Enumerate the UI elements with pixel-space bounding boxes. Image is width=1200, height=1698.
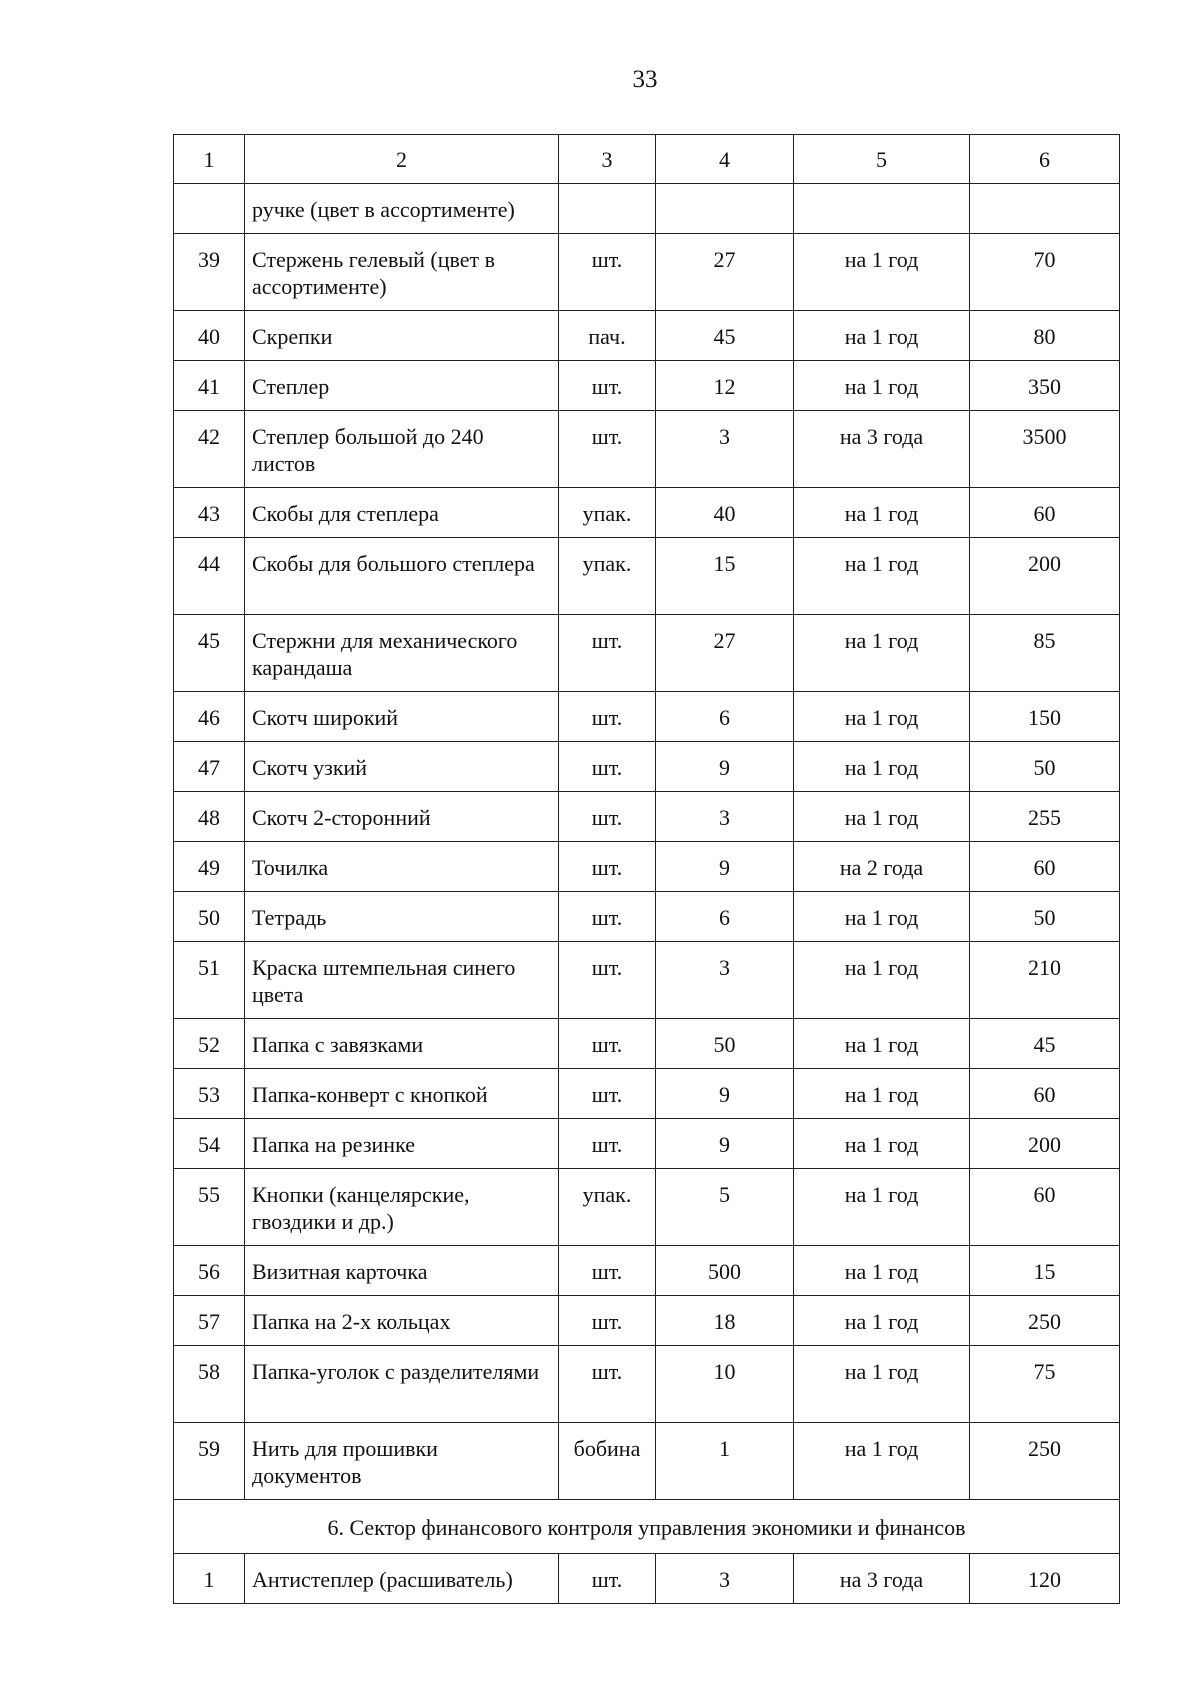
price-cell: 70: [970, 234, 1120, 311]
period-cell: на 1 год: [794, 942, 970, 1019]
price-cell: [970, 184, 1120, 234]
unit-cell: шт.: [559, 234, 656, 311]
table-row: [174, 411, 1120, 488]
unit-cell: упак.: [559, 1169, 656, 1246]
row-number-cell: [174, 184, 245, 234]
quantity-cell: 5: [656, 1169, 794, 1246]
period-cell: на 1 год: [794, 615, 970, 692]
table-row: [174, 1554, 1120, 1604]
price-cell: 50: [970, 892, 1120, 942]
period-cell: на 1 год: [794, 742, 970, 792]
price-cell: 150: [970, 692, 1120, 742]
column-header: 6: [970, 135, 1120, 184]
item-name-cell: Папка-уголок с разделителями: [245, 1346, 559, 1423]
item-name-cell: Папка на резинке: [245, 1119, 559, 1169]
period-cell: на 1 год: [794, 488, 970, 538]
item-name-cell: Скобы для степлера: [245, 488, 559, 538]
price-cell: 200: [970, 1119, 1120, 1169]
quantity-cell: 45: [656, 311, 794, 361]
price-cell: 15: [970, 1246, 1120, 1296]
quantity-cell: 3: [656, 942, 794, 1019]
quantity-cell: 3: [656, 792, 794, 842]
period-cell: на 3 года: [794, 1554, 970, 1604]
period-cell: на 1 год: [794, 1069, 970, 1119]
quantity-cell: 3: [656, 411, 794, 488]
period-cell: на 1 год: [794, 1246, 970, 1296]
item-name-cell: Тетрадь: [245, 892, 559, 942]
price-cell: 60: [970, 1169, 1120, 1246]
row-number-cell: 59: [174, 1423, 245, 1500]
quantity-cell: 9: [656, 1119, 794, 1169]
quantity-cell: 18: [656, 1296, 794, 1346]
quantity-cell: 6: [656, 692, 794, 742]
row-number-cell: 41: [174, 361, 245, 411]
unit-cell: шт.: [559, 1554, 656, 1604]
table-row: [174, 1119, 1120, 1169]
period-cell: на 1 год: [794, 361, 970, 411]
item-name-cell: Скотч 2-сторонний: [245, 792, 559, 842]
period-cell: на 1 год: [794, 538, 970, 615]
price-cell: 60: [970, 842, 1120, 892]
item-name-cell: Степлер большой до 240 листов: [245, 411, 559, 488]
table-row: [174, 488, 1120, 538]
period-cell: на 1 год: [794, 692, 970, 742]
row-number-cell: 51: [174, 942, 245, 1019]
row-number-cell: 52: [174, 1019, 245, 1069]
quantity-cell: 12: [656, 361, 794, 411]
quantity-cell: 6: [656, 892, 794, 942]
unit-cell: упак.: [559, 488, 656, 538]
table-row: [174, 1346, 1120, 1423]
quantity-cell: 9: [656, 842, 794, 892]
item-name-cell: Антистеплер (расшиватель): [245, 1554, 559, 1604]
quantity-cell: 27: [656, 234, 794, 311]
period-cell: на 1 год: [794, 892, 970, 942]
unit-cell: пач.: [559, 311, 656, 361]
price-cell: 250: [970, 1423, 1120, 1500]
item-name-cell: Нить для прошивки документов: [245, 1423, 559, 1500]
item-name-cell: Стержни для механического карандаша: [245, 615, 559, 692]
price-cell: 120: [970, 1554, 1120, 1604]
table-row: [174, 1069, 1120, 1119]
price-cell: 200: [970, 538, 1120, 615]
row-number-cell: 54: [174, 1119, 245, 1169]
table-row: [174, 1019, 1120, 1069]
table-row: [174, 234, 1120, 311]
table-header-row: [174, 135, 1120, 184]
row-number-cell: 56: [174, 1246, 245, 1296]
quantity-cell: 9: [656, 1069, 794, 1119]
item-name-cell: ручке (цвет в ассортименте): [245, 184, 559, 234]
row-number-cell: 47: [174, 742, 245, 792]
price-cell: 85: [970, 615, 1120, 692]
table-row: [174, 615, 1120, 692]
price-cell: 75: [970, 1346, 1120, 1423]
table-row: [174, 1169, 1120, 1246]
price-cell: 60: [970, 488, 1120, 538]
quantity-cell: 3: [656, 1554, 794, 1604]
quantity-cell: 27: [656, 615, 794, 692]
row-number-cell: 46: [174, 692, 245, 742]
row-number-cell: 1: [174, 1554, 245, 1604]
row-number-cell: 45: [174, 615, 245, 692]
price-cell: 250: [970, 1296, 1120, 1346]
unit-cell: шт.: [559, 1346, 656, 1423]
row-number-cell: 40: [174, 311, 245, 361]
table-row: [174, 1296, 1120, 1346]
period-cell: на 1 год: [794, 1119, 970, 1169]
item-name-cell: Папка-конверт с кнопкой: [245, 1069, 559, 1119]
period-cell: на 1 год: [794, 234, 970, 311]
section-title: 6. Сектор финансового контроля управления экономики и финансов: [174, 1500, 1120, 1554]
item-name-cell: Визитная карточка: [245, 1246, 559, 1296]
table-row: [174, 692, 1120, 742]
row-number-cell: 48: [174, 792, 245, 842]
period-cell: на 1 год: [794, 1423, 970, 1500]
unit-cell: шт.: [559, 792, 656, 842]
price-cell: 80: [970, 311, 1120, 361]
price-cell: 45: [970, 1019, 1120, 1069]
period-cell: на 3 года: [794, 411, 970, 488]
unit-cell: [559, 184, 656, 234]
table-row: [174, 842, 1120, 892]
unit-cell: шт.: [559, 942, 656, 1019]
quantity-cell: [656, 184, 794, 234]
table-row: [174, 942, 1120, 1019]
item-name-cell: Скотч узкий: [245, 742, 559, 792]
period-cell: на 1 год: [794, 1346, 970, 1423]
table-row: [174, 742, 1120, 792]
quantity-cell: 50: [656, 1019, 794, 1069]
row-number-cell: 55: [174, 1169, 245, 1246]
table-row: [174, 892, 1120, 942]
period-cell: на 1 год: [794, 311, 970, 361]
unit-cell: шт.: [559, 692, 656, 742]
unit-cell: шт.: [559, 742, 656, 792]
period-cell: на 2 года: [794, 842, 970, 892]
row-number-cell: 53: [174, 1069, 245, 1119]
item-name-cell: Кнопки (канцелярские, гвоздики и др.): [245, 1169, 559, 1246]
column-header: 5: [794, 135, 970, 184]
row-number-cell: 58: [174, 1346, 245, 1423]
row-number-cell: 44: [174, 538, 245, 615]
price-cell: 3500: [970, 411, 1120, 488]
item-name-cell: Папка на 2-х кольцах: [245, 1296, 559, 1346]
column-header: 1: [174, 135, 245, 184]
table-row: [174, 361, 1120, 411]
unit-cell: шт.: [559, 842, 656, 892]
item-name-cell: Стержень гелевый (цвет в ассортименте): [245, 234, 559, 311]
quantity-cell: 9: [656, 742, 794, 792]
item-name-cell: Краска штемпельная синего цвета: [245, 942, 559, 1019]
unit-cell: шт.: [559, 892, 656, 942]
unit-cell: бобина: [559, 1423, 656, 1500]
table-row: [174, 311, 1120, 361]
price-cell: 255: [970, 792, 1120, 842]
period-cell: [794, 184, 970, 234]
supplies-table: [173, 134, 1120, 1604]
unit-cell: шт.: [559, 1296, 656, 1346]
item-name-cell: Папка с завязками: [245, 1019, 559, 1069]
item-name-cell: Точилка: [245, 842, 559, 892]
row-number-cell: 39: [174, 234, 245, 311]
unit-cell: шт.: [559, 1119, 656, 1169]
table-row: [174, 538, 1120, 615]
column-header: 3: [559, 135, 656, 184]
table-row: [174, 792, 1120, 842]
unit-cell: упак.: [559, 538, 656, 615]
price-cell: 50: [970, 742, 1120, 792]
row-number-cell: 50: [174, 892, 245, 942]
table-row: [174, 1246, 1120, 1296]
row-number-cell: 57: [174, 1296, 245, 1346]
quantity-cell: 500: [656, 1246, 794, 1296]
row-number-cell: 43: [174, 488, 245, 538]
section-header-row: [174, 1500, 1120, 1554]
unit-cell: шт.: [559, 1246, 656, 1296]
quantity-cell: 40: [656, 488, 794, 538]
row-number-cell: 42: [174, 411, 245, 488]
row-number-cell: 49: [174, 842, 245, 892]
item-name-cell: Степлер: [245, 361, 559, 411]
column-header: 2: [245, 135, 559, 184]
item-name-cell: Скобы для большого степлера: [245, 538, 559, 615]
period-cell: на 1 год: [794, 1169, 970, 1246]
unit-cell: шт.: [559, 361, 656, 411]
period-cell: на 1 год: [794, 1019, 970, 1069]
item-name-cell: Скотч широкий: [245, 692, 559, 742]
page-number: 33: [632, 66, 658, 93]
price-cell: 210: [970, 942, 1120, 1019]
period-cell: на 1 год: [794, 1296, 970, 1346]
table-row: [174, 1423, 1120, 1500]
price-cell: 60: [970, 1069, 1120, 1119]
unit-cell: шт.: [559, 615, 656, 692]
unit-cell: шт.: [559, 411, 656, 488]
unit-cell: шт.: [559, 1069, 656, 1119]
table-row: [174, 184, 1120, 234]
item-name-cell: Скрепки: [245, 311, 559, 361]
column-header: 4: [656, 135, 794, 184]
quantity-cell: 10: [656, 1346, 794, 1423]
quantity-cell: 15: [656, 538, 794, 615]
price-cell: 350: [970, 361, 1120, 411]
unit-cell: шт.: [559, 1019, 656, 1069]
quantity-cell: 1: [656, 1423, 794, 1500]
period-cell: на 1 год: [794, 792, 970, 842]
